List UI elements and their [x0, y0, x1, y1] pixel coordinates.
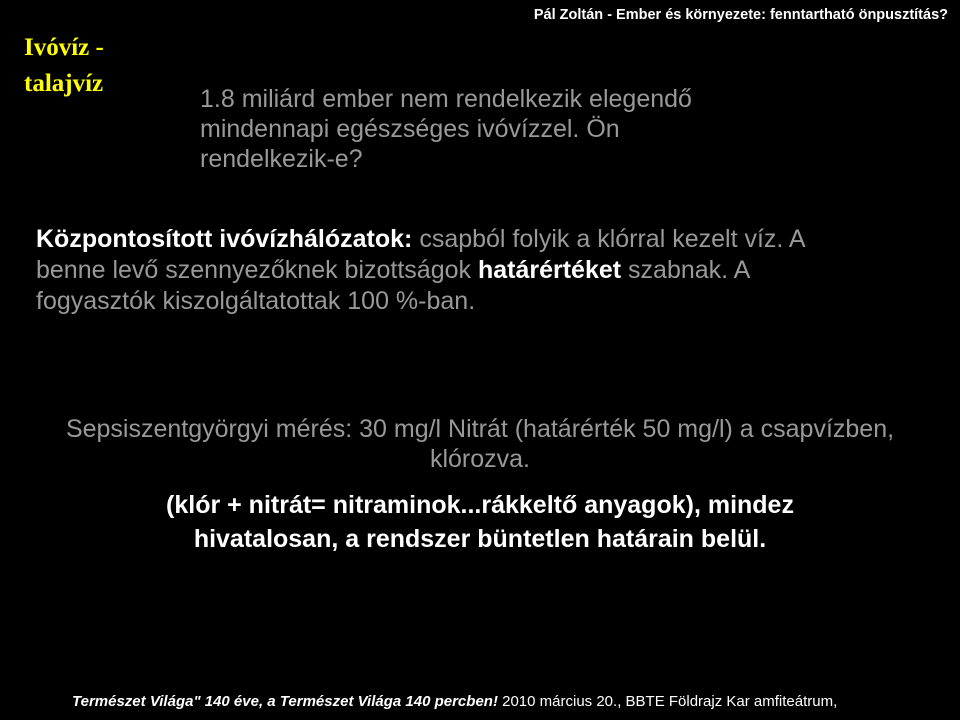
threshold-term: határértéket — [477, 256, 622, 284]
slide-footer — [72, 693, 952, 720]
intro-paragraph: 1.8 miliárd ember nem rendelkezik elegendő mindennapi egészséges ivóvízzel. Ön rendelkezik-e? — [200, 85, 692, 173]
nitramine-line1: (klór + nitrát= nitraminok...rákkeltő anyagok), mindez — [166, 491, 794, 519]
nitramine-line2: hivatalosan, a rendszer büntetlen határain belül. — [193, 525, 767, 553]
footer-date: 2010 március 20. — [497, 693, 618, 710]
slide-title-line1: Ivóvíz - — [24, 34, 104, 61]
central-network-paragraph — [36, 224, 856, 317]
central-network-text-1: csapból folyik a klórral kezelt víz. A benne levő szennyezőknek bizottságok — [36, 225, 805, 284]
slide-title — [24, 30, 144, 102]
nitramine-paragraph — [20, 488, 940, 556]
central-network-text-2: szabnak. A fogyasztók kiszolgáltatottak 100 %-ban. — [36, 256, 749, 315]
measurement-paragraph: Sepsiszentgyörgyi mérés: 30 mg/l Nitrát (határérték 50 mg/l) a csapvízben, klórozva. — [65, 415, 895, 473]
footer-event-title: Természet Világa" 140 éve, a Természet Világa 140 percben! — [72, 693, 498, 710]
slide-title-line2: talajvíz — [24, 70, 104, 97]
central-network-lead: Központosított ivóvízhálózatok: — [36, 225, 413, 253]
slide-header: Pál Zoltán - Ember és környezete: fenntartható önpusztítás? — [533, 7, 948, 23]
footer-venue: , BBTE Földrajz Kar amfiteátrum, — [617, 693, 838, 710]
